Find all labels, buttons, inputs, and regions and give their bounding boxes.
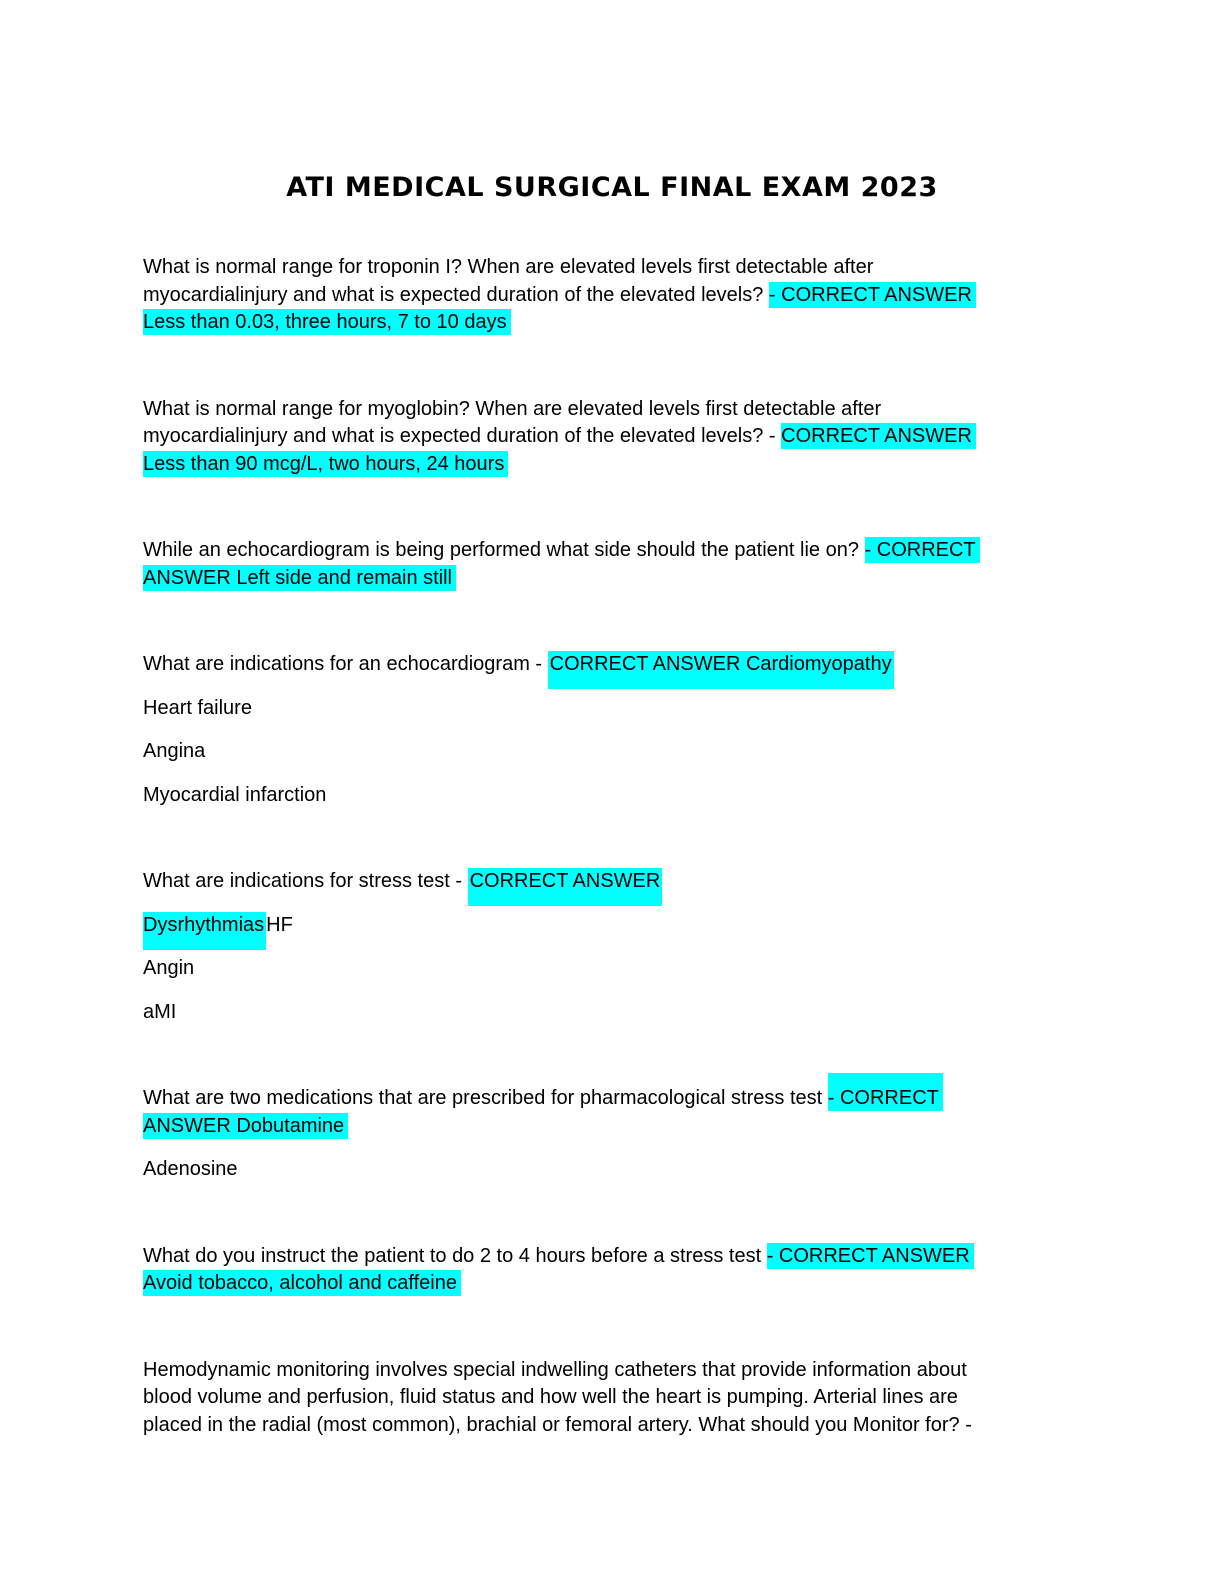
answer-highlight: Dysrhythmias (143, 912, 266, 950)
answer-highlight: CORRECT ANSWER Cardiomyopathy (548, 651, 894, 689)
list-item: HF (266, 913, 293, 936)
question-text: What are indications for stress test - (143, 870, 468, 892)
question-myoglobin (143, 396, 1053, 479)
question-text: What is normal range for myoglobin? When are elevated levels first detectable after (143, 397, 882, 420)
answer-highlight: ANSWER Dobutamine (143, 1113, 348, 1139)
question-text: myocardialinjury and what is expected duration of the elevated levels? (143, 283, 769, 306)
answer-highlight: Less than 0.03, three hours, 7 to 10 days (143, 309, 511, 335)
question-text: What do you instruct the patient to do 2 to 4 hours before a stress test (143, 1244, 767, 1267)
answer-highlight: - CORRECT ANSWER (767, 1243, 974, 1269)
question-text: While an echocardiogram is being performed what side should the patient lie on? (143, 539, 865, 561)
question-text: What are indications for an echocardiogram - (143, 653, 548, 675)
answer-highlight: Less than 90 mcg/L, two hours, 24 hours (143, 451, 508, 477)
question-text: myocardialinjury and what is expected duration of the elevated levels? - (143, 425, 782, 447)
answer-highlight: - CORRECT ANSWER (769, 282, 976, 308)
question-text: placed in the radial (most common), brachial or femoral artery. What should you Monitor for? - (143, 1413, 972, 1436)
question-hemodynamic (143, 1357, 1053, 1440)
question-echo-side (143, 537, 1053, 592)
answer-highlight: CORRECT ANSWER (468, 868, 663, 906)
list-item: Adenosine (143, 1158, 238, 1180)
list-item: Heart failure (143, 696, 252, 719)
list-item: Angina (143, 740, 206, 762)
document-body (143, 254, 1053, 1498)
question-text: What are two medications that are prescribed for pharmacological stress test (143, 1087, 828, 1109)
answer-highlight: - CORRECT (828, 1073, 943, 1111)
question-echo-indications (143, 651, 1053, 809)
answer-highlight: - CORRECT (865, 537, 980, 563)
question-troponin (143, 254, 1053, 337)
answer-highlight: CORRECT ANSWER (781, 423, 976, 449)
list-item: Myocardial infarction (143, 783, 327, 806)
question-stress-instructions (143, 1243, 1053, 1298)
list-item: aMI (143, 1000, 177, 1023)
question-stress-medications (143, 1085, 1053, 1184)
answer-highlight: Avoid tobacco, alcohol and caffeine (143, 1270, 461, 1296)
question-text: What is normal range for troponin I? When are elevated levels first detectable after (143, 256, 874, 278)
list-item: Angin (143, 957, 195, 979)
question-text: blood volume and perfusion, fluid status and how well the heart is pumping. Arterial lines are (143, 1386, 958, 1408)
answer-highlight: ANSWER Left side and remain still (143, 565, 456, 591)
page-title: ATI MEDICAL SURGICAL FINAL EXAM 2023 (286, 172, 938, 203)
question-stress-indications (143, 868, 1053, 1026)
question-text: Hemodynamic monitoring involves special indwelling catheters that provide information about (143, 1358, 967, 1381)
